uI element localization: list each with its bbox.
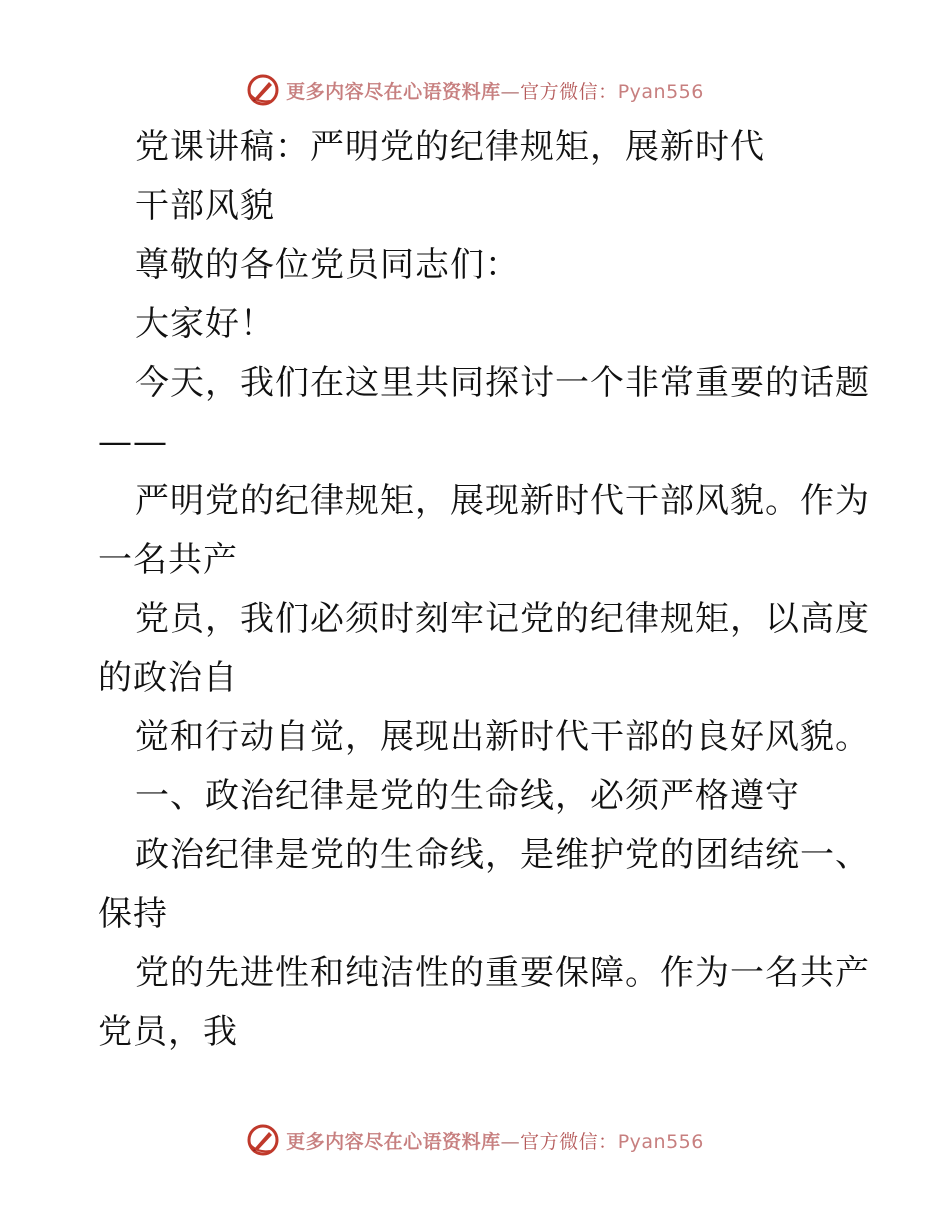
text-line: 尊敬的各位党员同志们： [135,245,520,285]
text-line: 今天，我们在这里共同探讨一个非常重要的话题 [135,363,870,403]
text-line: 觉和行动自觉，展现出新时代干部的良好风貌。 [135,717,870,757]
banner-wechat-id: Pyan556 [617,1130,704,1153]
text-line: 的政治自 [98,658,238,698]
banner-separator: — [500,1130,521,1153]
text-line: 党课讲稿：严明党的纪律规矩，展新时代 [135,127,765,167]
header-banner [0,70,950,110]
banner-main: 更多内容尽在心语资料库 [286,80,501,103]
text-line: 党员，我 [98,1012,238,1052]
quill-logo-icon [246,1123,280,1157]
banner-text [286,1127,704,1154]
text-line: 严明党的纪律规矩，展现新时代干部风貌。作为 [135,481,870,521]
footer-banner [0,1120,950,1160]
text-line: 政治纪律是党的生命线，是维护党的团结统一、 [135,835,870,875]
quill-logo-icon [246,73,280,107]
text-line: 党的先进性和纯洁性的重要保障。作为一名共产 [135,953,870,993]
text-line: 干部风貌 [135,186,275,226]
banner-wechat-id: Pyan556 [617,80,704,103]
banner-main: 更多内容尽在心语资料库 [286,1130,501,1153]
text-line: 一名共产 [98,540,238,580]
text-line: 党员，我们必须时刻牢记党的纪律规矩，以高度 [135,599,870,639]
banner-separator: — [500,80,521,103]
text-line: 一、政治纪律是党的生命线，必须严格遵守 [135,776,800,816]
document-body [98,118,870,1062]
banner-wechat-label: 官方微信： [520,80,618,103]
banner-wechat-label: 官方微信： [520,1130,618,1153]
text-line: —— [98,422,168,462]
text-line: 保持 [98,894,168,934]
banner-text [286,77,704,104]
text-line: 大家好！ [135,304,275,344]
